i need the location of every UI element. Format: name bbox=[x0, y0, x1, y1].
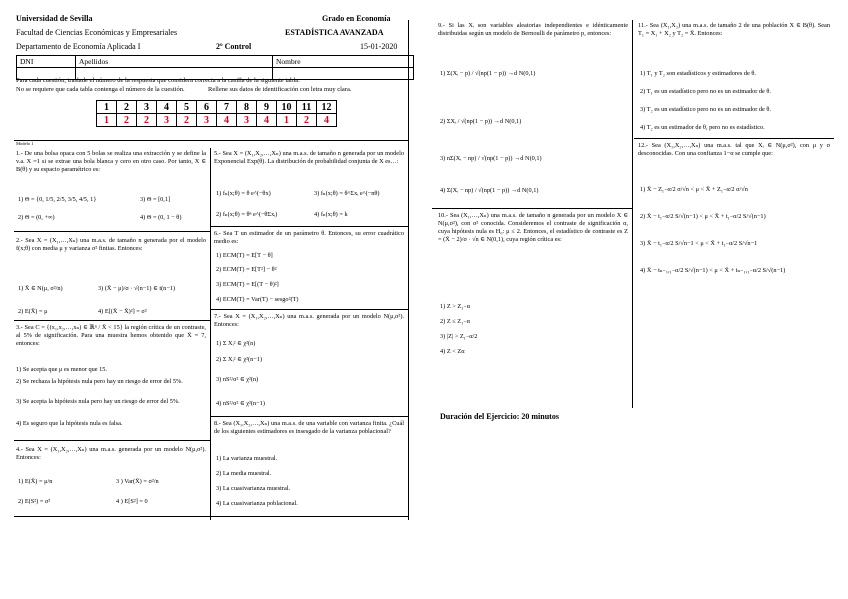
answer-cell[interactable]: 3 bbox=[237, 114, 257, 127]
answer-question-number: 6 bbox=[197, 101, 217, 114]
q6-option-4: 4) ECM(T) = Var(T) − sesgo²(T) bbox=[216, 296, 299, 303]
divider bbox=[408, 20, 409, 520]
q10-option-1: 1) Z > Z₁₋α bbox=[440, 303, 471, 310]
divider bbox=[432, 208, 632, 209]
divider bbox=[210, 309, 408, 310]
instructions-line1: Para cada cuestión, traslade el número de la respuesta que considera correcta a la casilla de la siguiente tabla. bbox=[16, 77, 300, 84]
divider bbox=[210, 516, 408, 517]
q1-option-2: 2) Θ = (0, +∞) bbox=[18, 214, 55, 221]
q3-option-4: 4) Es seguro que la hipótesis nula es falsa. bbox=[16, 420, 123, 427]
answer-question-number: 4 bbox=[157, 101, 177, 114]
dni-field[interactable]: DNI bbox=[17, 56, 76, 68]
q2-option-4: 4) E[(X̄ − X̄)²] = σ² bbox=[98, 308, 147, 315]
answer-cell[interactable]: 4 bbox=[317, 114, 337, 127]
q4-option-3: 3 ) Var(X̄) = σ²/n bbox=[116, 478, 159, 485]
q8-option-2: 2) La media muestral. bbox=[216, 470, 272, 477]
q7-option-4: 4) nS²/σ² ∈ χ²(n−1) bbox=[216, 400, 265, 407]
model-label: Modelo 1 bbox=[16, 141, 34, 146]
university: Universidad de Sevilla bbox=[16, 14, 93, 23]
answer-question-number: 3 bbox=[137, 101, 157, 114]
duration: Duración del Ejercicio: 20 minutos bbox=[440, 412, 559, 421]
exam-title: 2º Control bbox=[216, 42, 252, 51]
q3-option-2: 2) Se rechaza la hipótesis nula pero hay un riesgo de error del 5%. bbox=[16, 378, 183, 385]
divider bbox=[14, 516, 210, 517]
answer-cell[interactable]: 1 bbox=[277, 114, 297, 127]
question-1: 1.- De una bolsa opaca con 5 bolas se realiza una extracción y se define la v.a. X =1 si se extrae una bola blanca y cero en otro caso. Por tanto, X ∈ B(θ) y su espacio paramétrico es: bbox=[16, 150, 206, 173]
q5-option-1: 1) fₙ(x;θ) = θ e^(−θx) bbox=[216, 190, 271, 197]
q2-option-2: 2) E(X̄) = μ bbox=[18, 308, 48, 315]
apellidos-field[interactable]: Apellidos bbox=[76, 56, 273, 68]
q4-option-4: 4 ) E[S²] = 0 bbox=[116, 498, 148, 505]
question-11: 11.- Sea (X₁,X₂) una m.a.s. de tamaño 2 de una población X ∈ B(θ). Sean T₁ = X₁ + X₂ y T₂ = X̄. Entonces: bbox=[638, 22, 830, 37]
answer-cell[interactable]: 4 bbox=[217, 114, 237, 127]
question-6: 6.- Sea T un estimador de un parámetro θ. Entonces, su error cuadrático medio es: bbox=[214, 230, 404, 245]
q9-option-4: 4) Σ(Xᵢ − np) / √(np(1 − p)) →d N(0,1) bbox=[440, 187, 539, 194]
divider bbox=[210, 226, 408, 227]
question-8: 8.- Sea (X₁,X₂,…,Xₙ) una m.a.s. de una variable con varianza finita. ¿Cuál de los siguientes estimadores es insesgado de la varianza poblacional? bbox=[214, 420, 404, 435]
faculty: Facultad de Ciencias Económicas y Empresariales bbox=[16, 28, 178, 37]
question-3: 3.- Sea C = {(x₁,x₂,…,xₙ) ∈ ℝⁿ / X̄ < 15} la región crítica de un contraste, al 5% de significación. Para una muestra hemos obtenido que X̄ = 7, entonces: bbox=[16, 324, 206, 347]
q1-option-3: 3) Θ = [0,1] bbox=[140, 196, 171, 203]
answer-question-number: 10 bbox=[277, 101, 297, 114]
q10-option-4: 4) Z < Zα bbox=[440, 348, 465, 355]
q11-option-3: 3) T₂ es un estadístico pero no es un estimador de θ. bbox=[640, 106, 772, 113]
question-12: 12.- Sea (X₁,X₂,…,Xₙ) una m.a.s. tal que Xᵢ ∈ N(μ,σ²), con μ y σ desconocidas. Con una confianza 1−α se cumple que: bbox=[638, 142, 830, 157]
answer-question-number: 9 bbox=[257, 101, 277, 114]
divider bbox=[210, 416, 408, 417]
question-9: 9.- Si las Xᵢ son variables aleatorias independientes e idénticamente distribuidas según un modelo de Bernoulli de parámetro p, entonces: bbox=[438, 22, 628, 37]
divider bbox=[14, 440, 210, 441]
answer-question-number: 7 bbox=[217, 101, 237, 114]
answer-cell[interactable]: 2 bbox=[137, 114, 157, 127]
divider bbox=[210, 148, 211, 520]
q12-option-4: 4) X̄ − tₙ₋₁,₁₋α/2 S/√(n−1) < μ < X̄ + tₙ₋₁,₁₋α/2 S/√(n−1) bbox=[640, 267, 786, 274]
divider bbox=[634, 138, 834, 139]
q10-option-2: 2) Z ≤ Z₁₋α bbox=[440, 318, 470, 325]
q8-option-4: 4) La cuasivarianza poblacional. bbox=[216, 500, 298, 507]
answer-cell[interactable]: 3 bbox=[197, 114, 217, 127]
answer-question-number: 2 bbox=[117, 101, 137, 114]
answer-question-number: 8 bbox=[237, 101, 257, 114]
question-7: 7.- Sea X = (X₁,X₂,…,Xₙ) una m.a.s. generada por un modelo N(μ,σ²). Entonces: bbox=[214, 313, 404, 328]
answer-question-number: 1 bbox=[97, 101, 117, 114]
q4-option-2: 2) E(S²) = σ² bbox=[18, 498, 51, 505]
q2-option-1: 1) X̄ ∈ N(μ, σ²/n) bbox=[18, 285, 63, 292]
q7-option-3: 3) nS²/σ² ∈ χ²(n) bbox=[216, 376, 259, 383]
q7-option-2: 2) Σ Xᵢ² ∈ χ²(n−1) bbox=[216, 356, 263, 363]
q5-option-4: 4) fₙ(x;θ) = k bbox=[314, 211, 348, 218]
q3-option-1: 1) Se acepta que μ es menor que 15. bbox=[16, 366, 107, 373]
question-2: 2.- Sea X = (X₁,…,Xₙ) una m.a.s. de tamaño n generada por el modelo f(x;θ) con media μ y varianza σ² finitas. Entonces: bbox=[16, 237, 206, 252]
q6-option-3: 3) ECM(T) = E[(T − θ)²] bbox=[216, 281, 279, 288]
instructions-line2: No se requiere que cada tabla contenga el número de la cuestión. bbox=[16, 86, 185, 93]
subject: ESTADÍSTICA AVANZADA bbox=[285, 28, 384, 37]
q9-option-1: 1) Σ(Xᵢ − p) / √(np(1 − p)) →d N(0,1) bbox=[440, 70, 536, 77]
divider bbox=[14, 140, 408, 141]
answer-cell[interactable]: 2 bbox=[177, 114, 197, 127]
q11-option-2: 2) T₁ es un estadístico pero no es un estimador de θ. bbox=[640, 88, 772, 95]
instructions-line2b: Rellene sus datos de identificación con letra muy clara. bbox=[208, 86, 352, 93]
divider bbox=[632, 20, 633, 408]
answer-cell[interactable]: 2 bbox=[117, 114, 137, 127]
q11-option-4: 4) T₂ es un estimador de θ, pero no es estadístico. bbox=[640, 124, 765, 131]
q3-option-3: 3) Se acepta la hipótesis nula pero hay un riesgo de error del 5%. bbox=[16, 398, 180, 405]
q8-option-1: 1) La varianza muestral. bbox=[216, 455, 278, 462]
q1-option-1: 1) Θ = {0, 1/5, 2/5, 3/5, 4/5, 1} bbox=[18, 196, 97, 203]
q10-option-3: 3) |Z| > Z₁₋α/2 bbox=[440, 333, 478, 340]
q12-option-3: 3) X̄ − t₁₋α/2 S/√n−1 < μ < X̄ + t₁₋α/2 S/√n−1 bbox=[640, 240, 758, 247]
q12-option-1: 1) X̄ − Z₁₋α/2 σ/√n < μ < X̄ + Z₁₋α/2 σ/√n bbox=[640, 186, 748, 193]
department: Departamento de Economía Aplicada I bbox=[16, 42, 141, 51]
answer-question-number: 5 bbox=[177, 101, 197, 114]
answer-table bbox=[96, 100, 337, 127]
answer-cell[interactable]: 1 bbox=[97, 114, 117, 127]
answer-question-number: 11 bbox=[297, 101, 317, 114]
q9-option-2: 2) ΣXᵢ / √(np(1 − p)) →d N(0,1) bbox=[440, 118, 522, 125]
answer-cell[interactable]: 3 bbox=[157, 114, 177, 127]
nombre-field[interactable]: Nombre bbox=[273, 56, 414, 68]
answer-cell[interactable]: 2 bbox=[297, 114, 317, 127]
exam-date: 15-01-2020 bbox=[360, 42, 398, 51]
q9-option-3: 3) nΣ(Xᵢ − np) / √(np(1 − p)) →d N(0,1) bbox=[440, 155, 542, 162]
q6-option-2: 2) ECM(T) = E[T²] − θ² bbox=[216, 266, 277, 273]
q8-option-3: 3) La cuasivarianza muestral. bbox=[216, 485, 291, 492]
degree: Grado en Economía bbox=[322, 14, 391, 23]
question-5: 5.- Sea X = (X₁,X₂,…,Xₙ) una m.a.s. de tamaño n generada por un modelo Exponencial Exp(θ). La distribución de probabilidad conjunta de X es…: bbox=[214, 150, 404, 165]
question-10: 10.- Sea (X₁,…,Xₙ) una m.a.s. de tamaño n generada por un modelo X ∈ N(μ,σ²), con σ² conocida. Consideremos el contraste de significación α, cuya hipótesis nula es H₀: μ ≤ 2. Entonces, el estadístico de contraste es Z = (X̄ − 2)/σ · √n ∈ N(0,1), cuya región crítica es: bbox=[438, 212, 628, 243]
divider bbox=[14, 231, 210, 232]
question-4: 4.- Sea X = (X₁,X₂,…,Xₙ) una m.a.s. generada por un modelo N(μ,σ²). Entonces: bbox=[16, 446, 206, 461]
divider bbox=[14, 320, 210, 321]
q12-option-2: 2) X̄ − t₁₋α/2 S/√(n−1) < μ < X̄ + t₁₋α/2 S/√(n−1) bbox=[640, 213, 766, 220]
q6-option-1: 1) ECM(T) = E[T − θ] bbox=[216, 252, 273, 259]
answer-cell[interactable]: 4 bbox=[257, 114, 277, 127]
answer-question-number: 12 bbox=[317, 101, 337, 114]
q1-option-4: 4) Θ = (0, 1 − θ) bbox=[140, 214, 182, 221]
q2-option-3: 3) (X̄ − μ)/σ · √(n−1) ∈ t(n−1) bbox=[98, 285, 176, 292]
q7-option-1: 1) Σ Xᵢ² ∈ χ²(n) bbox=[216, 340, 256, 347]
q5-option-2: 2) fₙ(x;θ) = θⁿ e^(−θΣxᵢ) bbox=[216, 211, 278, 218]
q11-option-1: 1) T₁ y T₂ son estadísticos y estimadores de θ. bbox=[640, 70, 756, 77]
q4-option-1: 1) E(X̄) = μ/n bbox=[18, 478, 53, 485]
q5-option-3: 3) fₙ(x;θ) = θ^Σxᵢ e^(−nθ) bbox=[314, 190, 380, 197]
